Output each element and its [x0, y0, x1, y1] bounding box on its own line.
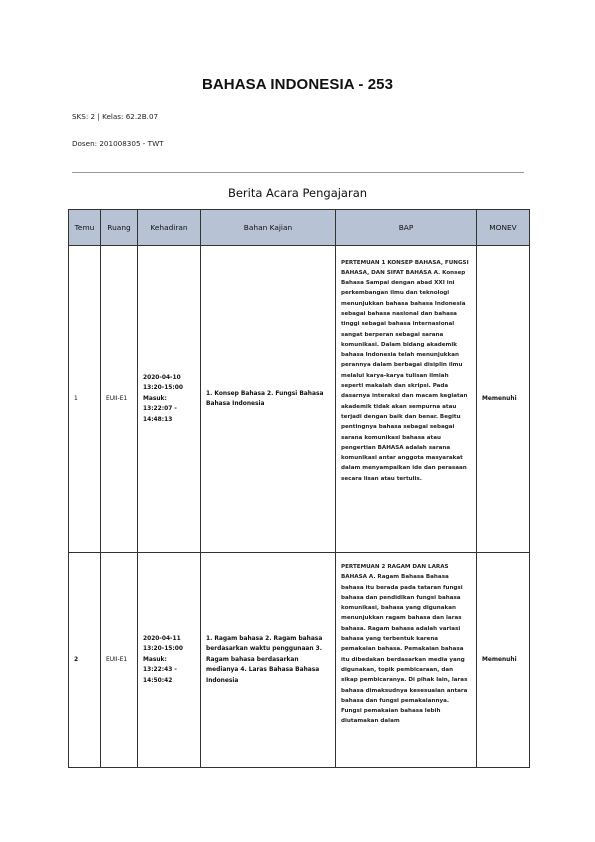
table-header-row — [69, 210, 530, 246]
table-row — [69, 553, 530, 768]
divider — [72, 172, 524, 173]
cell-bap — [336, 246, 477, 553]
cell-ruang: EUII-E1 — [101, 553, 138, 768]
cell-bahan-kajian: 1. Ragam bahasa 2. Ragam bahasa berdasarkan waktu penggunaan 3. Ragam bahasa berdasarkan medianya 4. Laras Bahasa Bahasa Indonesia — [201, 553, 336, 768]
bap-text: PERTEMUAN 2 RAGAM DAN LARAS BAHASA A. Ragam Bahasa Bahasa bahasa itu berada pada tataran fungsi bahasa dan pendidikan fungsi bahasa komunikasi, bahasa yang digunakan menunjukkan ragam bahasa dan laras bahasa. Ragam bahasa adalah variasi bahasa yang terbentuk karena pemakaian bahasa. Pemakaian bahasa itu dibedakan berdasarkan media yang digunakan, topik pembicaraan, dan sikap pembicaranya. Di pihak lain, laras bahasa dimaksudnya kesesuaian antara bahasa dan fungsi pemakaiannya. Fungsi pemakaian bahasa lebih diutamakan dalam — [341, 564, 468, 725]
table-row — [69, 246, 530, 553]
cell-kehadiran: 2020-04-10 13:20-15:00 Masuk: 13:22:07 - 14:48:13 — [138, 246, 201, 553]
sks-kelas-info: SKS: 2 | Kelas: 62.2B.07 — [72, 112, 159, 121]
cell-ruang: EUII-E1 — [101, 246, 138, 553]
column-header-ruang: Ruang — [101, 210, 138, 246]
column-header-bahan-kajian: Bahan Kajian — [201, 210, 336, 246]
cell-kehadiran: 2020-04-11 13:20-15:00 Masuk: 13:22:43 - 14:50:42 — [138, 553, 201, 768]
section-title: Berita Acara Pengajaran — [227, 186, 368, 200]
cell-bahan-kajian: 1. Konsep Bahasa 2. Fungsi Bahasa Bahasa Indonesia — [201, 246, 336, 553]
cell-temu: 1 — [69, 246, 101, 553]
column-header-monev: MONEV — [477, 210, 530, 246]
cell-monev: Memenuhi — [477, 246, 530, 553]
dosen-info: Dosen: 201008305 - TWT — [72, 139, 164, 148]
page-title: BAHASA INDONESIA - 253 — [201, 76, 394, 93]
column-header-bap: BAP — [336, 210, 477, 246]
cell-temu: 2 — [69, 553, 101, 768]
cell-bap — [336, 553, 477, 768]
cell-monev: Memenuhi — [477, 553, 530, 768]
berita-acara-table — [68, 209, 530, 768]
bap-text: PERTEMUAN 1 KONSEP BAHASA, FUNGSI BAHASA, DAN SIFAT BAHASA A. Konsep Bahasa Sampai dengan abad XXI ini perkembangan ilmu dan teknologi menunjukkan bahasa bahasa Indonesia sebagai bahasa nasional dan bahasa tinggi sebagai bahasa internasional sangat berperan sebagai sarana komunikasi. Dalam bidang akademik bahasa Indonesia telah menunjukkan perannya dalam berbagai disiplin ilmu melalui karya-karya tulisan ilmiah seperti makalah dan skripsi. Pada dasarnya interaksi dan macam kegiatan akademik tidak akan sempurna atau terjadi dengan baik dan benar. Begitu pentingnya bahasa sebagai sebagai sarana komunikasi bahasa atau pengertian BAHASA adalah sarana komunikasi antar anggota masyarakat dalam menyampaikan ide dan perasaan secara lisan atau tertulis. — [341, 259, 469, 482]
column-header-kehadiran: Kehadiran — [138, 210, 201, 246]
column-header-temu: Temu — [69, 210, 101, 246]
